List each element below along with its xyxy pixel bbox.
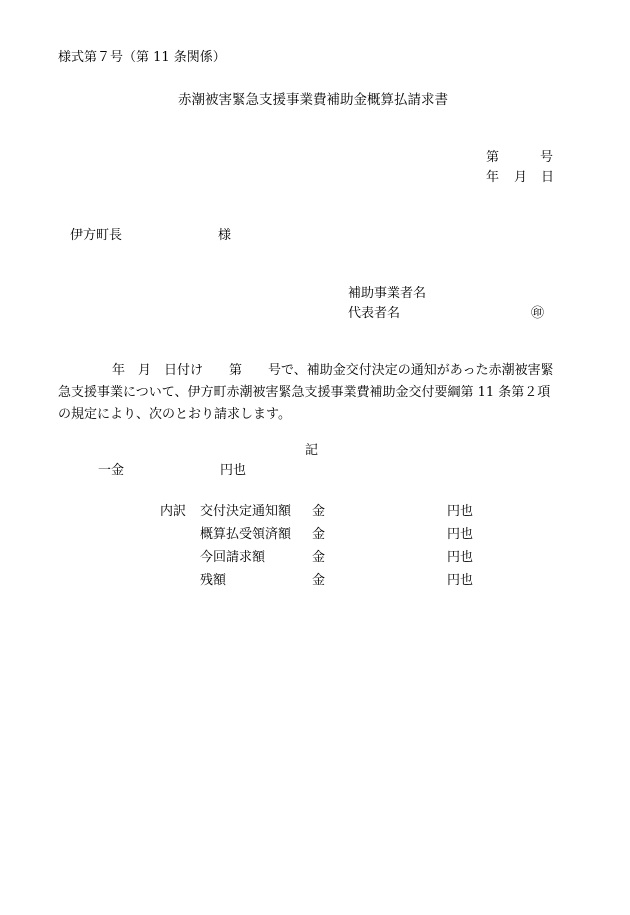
breakdown-item-kin: 金 — [312, 527, 326, 542]
date-month: 月 — [514, 170, 528, 185]
ki-heading: 記 — [305, 443, 319, 458]
breakdown-item-yen: 円也 — [447, 527, 474, 542]
seal-mark: ㊞ — [531, 306, 545, 321]
request-body — [58, 360, 578, 426]
doc-number-suffix: 号 — [540, 150, 554, 165]
date-year: 年 — [486, 170, 500, 185]
applicant-business-label: 補助事業者名 — [348, 286, 427, 301]
body-line-2: 急支援事業について、伊方町赤潮被害緊急支援事業費補助金交付要綱第 11 条第２項 — [58, 385, 551, 400]
breakdown-item-yen: 円也 — [447, 573, 474, 588]
breakdown-label: 内訳 — [160, 504, 187, 519]
breakdown-item-kin: 金 — [312, 504, 326, 519]
doc-number-prefix: 第 — [486, 150, 500, 165]
breakdown-item-name: 残額 — [200, 573, 227, 588]
addressee-honorific: 様 — [218, 228, 232, 243]
applicant-rep-label: 代表者名 — [348, 306, 401, 321]
form-number: 様式第７号（第 11 条関係） — [58, 50, 226, 65]
body-line-1: 年 月 日付け 第 号で、補助金交付決定の通知があった赤潮被害緊 — [112, 363, 554, 378]
breakdown-item-name: 概算払受領済額 — [200, 527, 292, 542]
breakdown-item-name: 今回請求額 — [200, 550, 266, 565]
breakdown-item-kin: 金 — [312, 573, 326, 588]
date-day: 日 — [541, 170, 555, 185]
total-prefix: 一金 — [98, 463, 125, 478]
breakdown-item-name: 交付決定通知額 — [200, 504, 292, 519]
total-suffix: 円也 — [220, 463, 247, 478]
breakdown-item-yen: 円也 — [447, 504, 474, 519]
breakdown-item-kin: 金 — [312, 550, 326, 565]
addressee-name: 伊方町長 — [70, 228, 123, 243]
body-line-3: の規定により、次のとおり請求します。 — [58, 407, 291, 422]
document-title: 赤潮被害緊急支援事業費補助金概算払請求書 — [178, 92, 448, 108]
breakdown-item-yen: 円也 — [447, 550, 474, 565]
